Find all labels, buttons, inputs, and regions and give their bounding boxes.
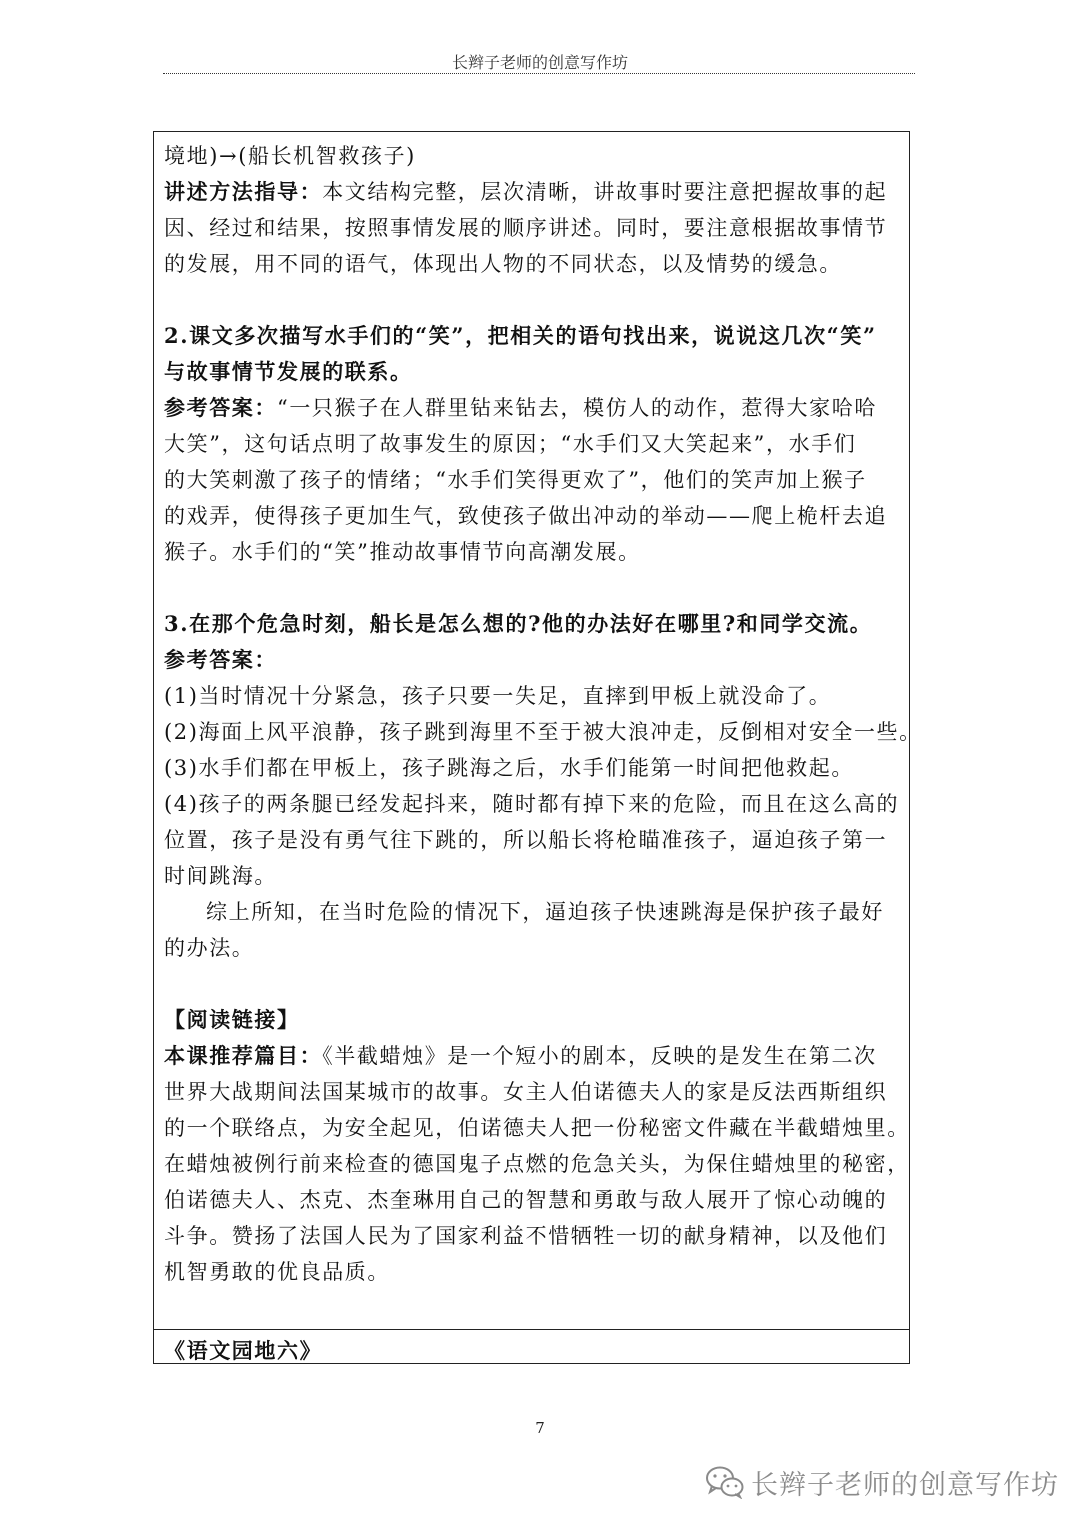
answer-text: “一只猴子在人群里钻来钻去，模仿人的动作，惹得大家哈哈 (277, 396, 877, 420)
watermark (705, 1462, 1059, 1502)
reading-line: 的一个联络点，为安全起见，伯诺德夫人把一份秘密文件藏在半截蜡烛里。 (164, 1116, 910, 1140)
recommendation-label: 本课推荐篇目： (164, 1043, 323, 1068)
answer-2-line: 大笑”，这句话点明了故事发生的原因；“水手们又大笑起来”，水手们 (164, 432, 857, 456)
answer-2-line: 的大笑刺激了孩子的情绪；“水手们笑得更欢了”，他们的笑声加上猴子 (164, 468, 867, 492)
answer-label: 参考答案： (164, 395, 277, 420)
next-section-title: 《语文园地六》 (164, 1338, 323, 1363)
question-2-line: 与故事情节发展的联系。 (164, 359, 413, 384)
answer-label: 参考答案： (164, 647, 277, 672)
reading-link-heading: 【阅读链接】 (164, 1007, 300, 1032)
reading-line: 在蜡烛被例行前来检查的德国鬼子点燃的危急关头，为保住蜡烛里的秘密， (164, 1152, 910, 1176)
answer-2-line: 的戏弄，使得孩子更加生气，致使孩子做出冲动的举动——爬上桅杆去追 (164, 504, 888, 528)
wechat-icon (705, 1465, 745, 1499)
answer-3-item: (1)当时情况十分紧急，孩子只要一失足，直摔到甲板上就没命了。 (164, 684, 832, 708)
reading-line: 世界大战期间法国某城市的故事。女主人伯诺德夫人的家是反法西斯组织 (164, 1080, 888, 1104)
answer-3-item: (4)孩子的两条腿已经发起抖来，随时都有掉下来的危险，而且在这么高的 (164, 792, 900, 816)
guide-paragraph-line (164, 174, 902, 210)
guide-text: 本文结构完整，层次清晰，讲故事时要注意把握故事的起 (322, 180, 888, 204)
guide-paragraph-line: 因、经过和结果，按照事情发展的顺序讲述。同时，要注意根据故事情节 (164, 216, 888, 240)
question-2-line: 2.课文多次描写水手们的“笑”，把相关的语句找出来，说说这几次“笑” (164, 323, 877, 348)
reading-line: 斗争。赞扬了法国人民为了国家利益不惜牺牲一切的献身精神，以及他们 (164, 1224, 888, 1248)
reading-line (164, 1038, 902, 1074)
answer-2-line: 猴子。水手们的“笑”推动故事情节向高潮发展。 (164, 540, 641, 564)
answer-2-line (164, 390, 902, 426)
question-3-line: 3.在那个危急时刻，船长是怎么想的?他的办法好在哪里?和同学交流。 (164, 611, 873, 636)
page-number: 7 (535, 1419, 545, 1437)
content-cell (164, 138, 922, 1290)
guide-paragraph-line: 的发展，用不同的语气，体现出人物的不同状态，以及情势的缓急。 (164, 252, 842, 276)
reading-line: 伯诺德夫人、杰克、杰奎琳用自己的智慧和勇敢与敌人展开了惊心动魄的 (164, 1188, 888, 1212)
reading-line: 机智勇敢的优良品质。 (164, 1260, 390, 1284)
watermark-text: 长辫子老师的创意写作坊 (751, 1469, 1059, 1501)
guide-label: 讲述方法指导： (164, 179, 323, 204)
answer-3-item: (2)海面上风平浪静，孩子跳到海里不至于被大浪冲走，反倒相对安全一些。 (164, 720, 922, 744)
summary-line: 的办法。 (164, 936, 255, 960)
reading-text: 《半截蜡烛》是一个短小的剧本，反映的是发生在第二次 (322, 1044, 877, 1068)
summary-line: 综上所知，在当时危险的情况下，逼迫孩子快速跳海是保护孩子最好 (206, 900, 884, 924)
header-title: 长辫子老师的创意写作坊 (451, 53, 628, 72)
intro-line: 境地)→(船长机智救孩子) (164, 144, 416, 168)
answer-3-item: 时间跳海。 (164, 864, 277, 888)
answer-3-item: 位置，孩子是没有勇气往下跳的，所以船长将枪瞄准孩子，逼迫孩子第一 (164, 828, 888, 852)
table-divider (154, 1329, 909, 1330)
answer-3-item: (3)水手们都在甲板上，孩子跳海之后，水手们能第一时间把他救起。 (164, 756, 854, 780)
header-rule (163, 73, 915, 74)
